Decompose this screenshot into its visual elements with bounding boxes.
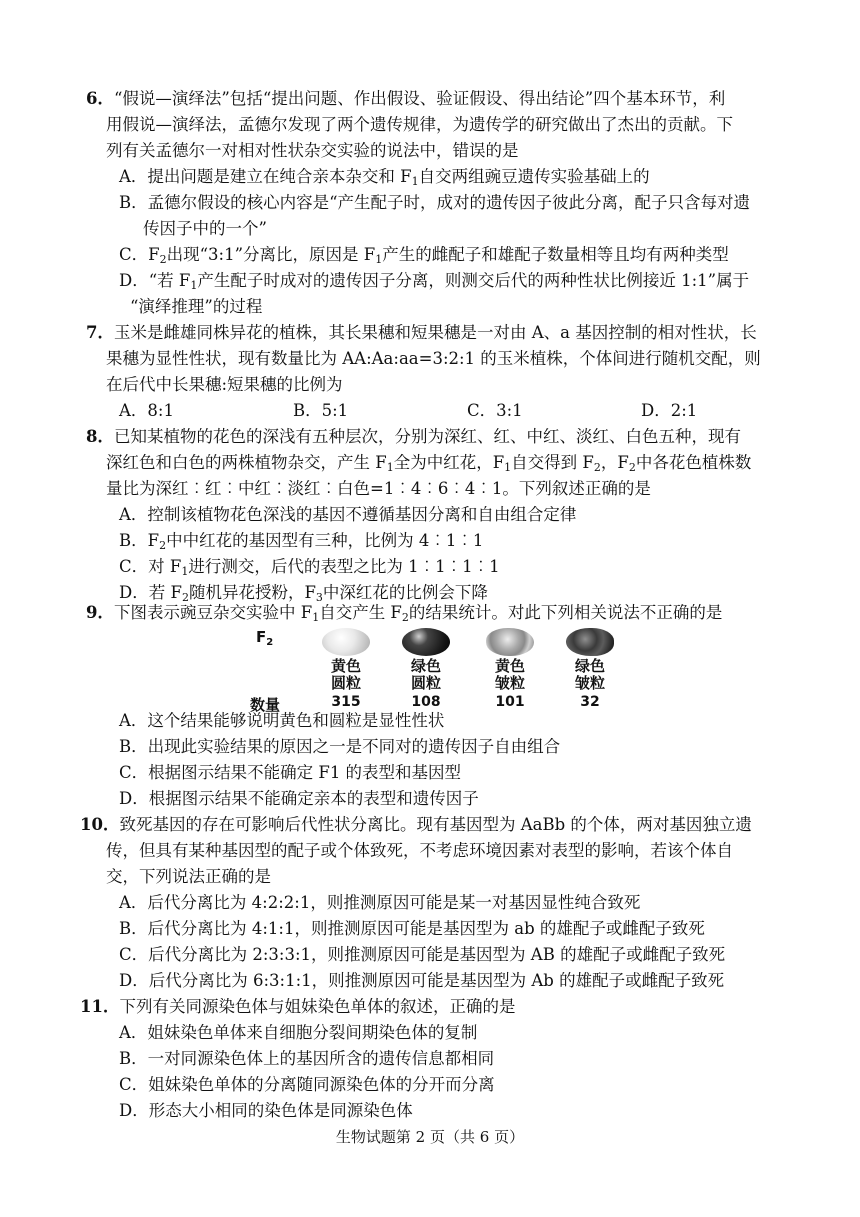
pea-label-green-wrinkled: 绿色 皱粒: [574, 657, 605, 692]
question-6-option-d-cont: “演绎推理”的过程: [130, 297, 263, 316]
green-round-pea-icon: [402, 628, 450, 656]
question-8-line-2: 深红色和白色的两株植物杂交，产生 $F_1$全为中红花，$F_1$自交得到 $F_2$，$F_2$中各花色植株数: [106, 453, 752, 474]
yellow-round-pea-icon: [322, 628, 370, 656]
question-6-option-b: B．孟德尔假设的核心内容是“产生配子时，成对的遗传因子彼此分离，配子只含每对遗: [119, 193, 751, 212]
pea-f2-figure: [250, 622, 670, 714]
question-7-line-1: 7．玉米是雌雄同株异花的植株，其长果穗和短果穗是一对由 A、a 基因控制的相对性状，长: [86, 323, 757, 342]
question-7-option-b: B．5:1: [293, 401, 349, 420]
question-9-option-b: B．出现此实验结果的原因之一是不同对的遗传因子自由组合: [119, 737, 561, 756]
question-7-line-3: 在后代中长果穗:短果穗的比例为: [106, 375, 343, 394]
question-8-option-a: A．控制该植物花色深浅的基因不遵循基因分离和自由组合定律: [119, 505, 577, 524]
question-8-option-d: D．若 $F_2$随机异花授粉，$F_3$中深红花的比例会下降: [119, 583, 488, 604]
question-9-option-c: C．根据图示结果不能确定 F1 的表型和基因型: [119, 763, 462, 782]
question-7-option-a: A．8:1: [119, 401, 174, 420]
count-yellow-wrinkled: 101: [495, 694, 525, 710]
question-6-line-2: 用假说—演绎法，孟德尔发现了两个遗传规律，为遗传学的研究做出了杰出的贡献。下: [106, 115, 733, 134]
question-6-option-b-cont: 传因子中的一个”: [143, 219, 267, 238]
question-10-line-1: 10．致死基因的存在可影响后代性状分离比。现有基因型为 AaBb 的个体，两对基因独立遗: [80, 815, 752, 834]
question-9-option-a: A．这个结果能够说明黄色和圆粒是显性性状: [119, 711, 445, 730]
question-10-line-3: 交，下列说法正确的是: [106, 867, 271, 886]
question-10-option-a: A．后代分离比为 4:2:2:1，则推测原因可能是某一对基因显性纯合致死: [119, 893, 641, 912]
question-8-line-3: 量比为深红︰红︰中红︰淡红︰白色=1︰4︰6︰4︰1。下列叙述正确的是: [106, 479, 651, 498]
question-11-option-a: A．姐妹染色单体来自细胞分裂间期染色体的复制: [119, 1023, 478, 1042]
question-6-option-a: A．提出问题是建立在纯合亲本杂交和 $F_1$自交两组豌豆遗传实验基础上的: [119, 167, 650, 188]
question-6-option-d: D．“若 $F_1$产生配子时成对的遗传因子分离，则测交后代的两种性状比例接近 1:1”属于: [119, 271, 750, 292]
yellow-wrinkled-pea-icon: [486, 628, 534, 656]
question-10-option-c: C．后代分离比为 2:3:3:1，则推测原因可能是基因型为 AB 的雄配子或雌配子致死: [119, 945, 726, 964]
question-11-option-c: C．姐妹染色单体的分离随同源染色体的分开而分离: [119, 1075, 495, 1094]
count-label: 数量: [250, 696, 281, 714]
count-yellow-round: 315: [331, 694, 361, 710]
count-green-round: 108: [411, 694, 441, 710]
page-footer: 生物试题第 2 页（共 6 页）: [335, 1128, 525, 1146]
question-10-option-b: B．后代分离比为 4:1:1，则推测原因可能是基因型为 ab 的雄配子或雌配子致死: [119, 919, 705, 938]
question-7-option-c: C．3:1: [467, 401, 523, 420]
pea-label-green-round: 绿色 圆粒: [410, 657, 441, 692]
question-7-option-d: D．2:1: [641, 401, 698, 420]
f2-label: $F_2$: [256, 628, 274, 648]
question-10-line-2: 传，但具有某种基因型的配子或个体致死，不考虑环境因素对表型的影响，若该个体自: [106, 841, 733, 860]
question-9-line-1: 9．下图表示豌豆杂交实验中 $F_1$自交产生 $F_2$的结果统计。对此下列相关说法不正确的是: [86, 603, 723, 624]
question-7-line-2: 果穗为显性性状，现有数量比为 AA:Aa:aa=3:2:1 的玉米植株，个体间进行随机交配，则: [106, 349, 761, 368]
question-11-line-1: 11．下列有关同源染色体与姐妹染色单体的叙述，正确的是: [80, 997, 516, 1016]
question-7-options: [119, 398, 759, 424]
question-6-option-c: C．$F_2$出现“3:1”分离比，原因是 $F_1$产生的雌配子和雄配子数量相等且均有两种类型: [119, 245, 729, 266]
question-8-option-c: C．对 $F_1$进行测交，后代的表型之比为 1︰1︰1︰1: [119, 557, 500, 578]
count-green-wrinkled: 32: [580, 694, 600, 710]
question-6-line-1: 6．“假说—演绎法”包括“提出问题、作出假设、验证假设、得出结论”四个基本环节，利: [86, 89, 726, 108]
question-9-option-d: D．根据图示结果不能确定亲本的表型和遗传因子: [119, 789, 479, 808]
pea-label-yellow-round: 黄色 圆粒: [330, 657, 361, 692]
question-8-option-b: B．$F_2$中中红花的基因型有三种，比例为 4︰1︰1: [119, 531, 484, 552]
question-11-option-b: B．一对同源染色体上的基因所含的遗传信息都相同: [119, 1049, 495, 1068]
question-10-option-d: D．后代分离比为 6:3:1:1，则推测原因可能是基因型为 Ab 的雄配子或雌配子致死: [119, 971, 725, 990]
green-wrinkled-pea-icon: [566, 628, 614, 656]
question-8-line-1: 8．已知某植物的花色的深浅有五种层次，分别为深红、红、中红、淡红、白色五种，现有: [86, 427, 741, 446]
pea-label-yellow-wrinkled: 黄色 皱粒: [494, 657, 525, 692]
question-6-line-3: 列有关孟德尔一对相对性状杂交实验的说法中，错误的是: [106, 141, 519, 160]
question-11-option-d: D．形态大小相同的染色体是同源染色体: [119, 1101, 413, 1120]
